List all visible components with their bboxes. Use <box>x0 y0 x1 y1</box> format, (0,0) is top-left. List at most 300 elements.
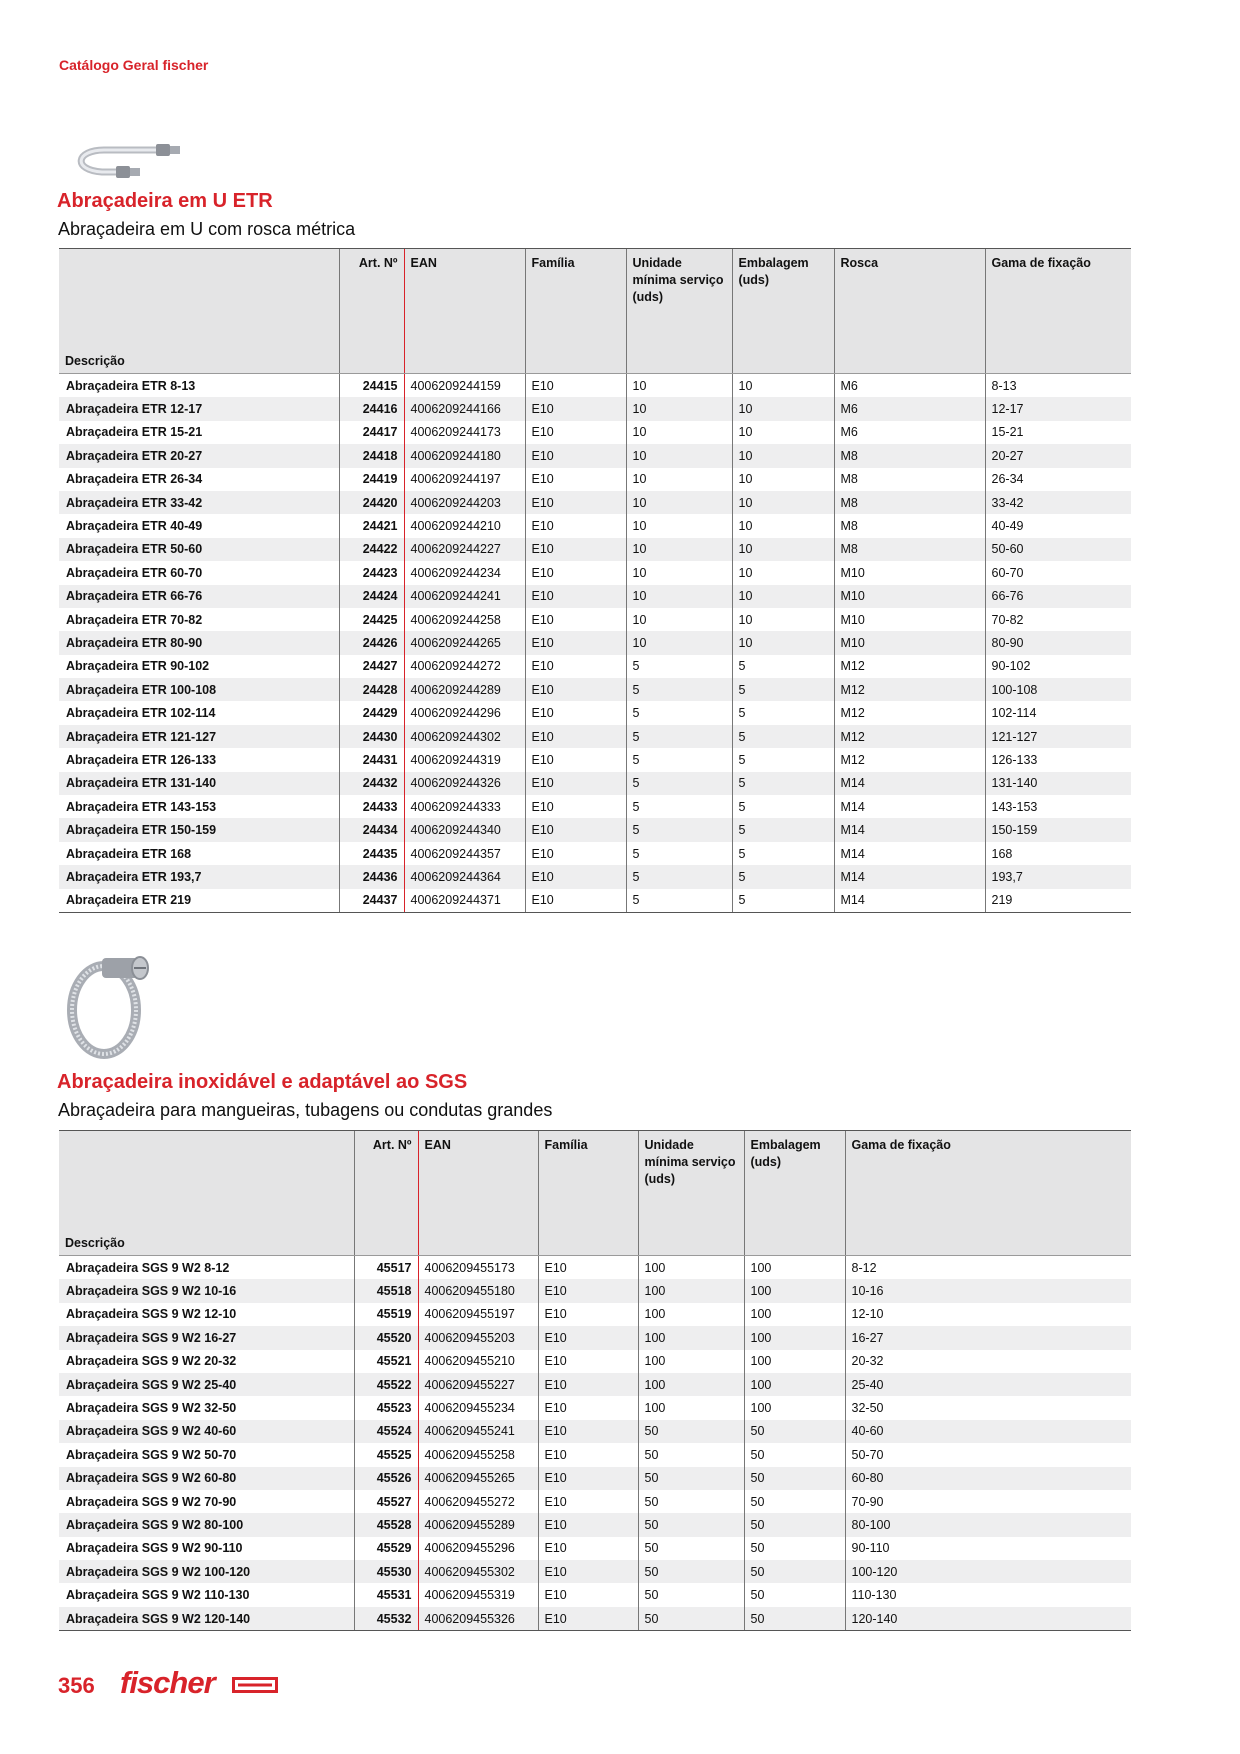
cell-min-unit: 50 <box>638 1607 744 1631</box>
cell-range: 60-70 <box>985 561 1131 584</box>
col-header-family: Família <box>538 1131 638 1256</box>
cell-family: E10 <box>525 585 626 608</box>
table-row <box>59 1490 1131 1513</box>
cell-ean: 4006209455272 <box>418 1490 538 1513</box>
table-row <box>59 748 1131 771</box>
table-row <box>59 1443 1131 1466</box>
cell-description: Abraçadeira SGS 9 W2 40-60 <box>59 1420 354 1443</box>
cell-art: 24431 <box>339 748 404 771</box>
cell-family: E10 <box>525 889 626 913</box>
cell-packaging: 5 <box>732 725 834 748</box>
cell-range: 120-140 <box>845 1607 1131 1631</box>
cell-range: 40-49 <box>985 514 1131 537</box>
table-row <box>59 538 1131 561</box>
cell-art: 24426 <box>339 631 404 654</box>
cell-family: E10 <box>525 701 626 724</box>
cell-description: Abraçadeira ETR 102-114 <box>59 701 339 724</box>
cell-art: 45518 <box>354 1279 418 1302</box>
cell-packaging: 10 <box>732 421 834 444</box>
cell-description: Abraçadeira SGS 9 W2 16-27 <box>59 1326 354 1349</box>
cell-art: 24429 <box>339 701 404 724</box>
cell-range: 10-16 <box>845 1279 1131 1302</box>
col-header-art: Art. Nº <box>339 249 404 374</box>
cell-art: 24435 <box>339 842 404 865</box>
cell-description: Abraçadeira ETR 121-127 <box>59 725 339 748</box>
cell-art: 24421 <box>339 514 404 537</box>
cell-ean: 4006209455265 <box>418 1467 538 1490</box>
cell-packaging: 5 <box>732 842 834 865</box>
cell-description: Abraçadeira SGS 9 W2 80-100 <box>59 1513 354 1536</box>
cell-packaging: 100 <box>744 1396 845 1419</box>
cell-family: E10 <box>525 748 626 771</box>
cell-packaging: 5 <box>732 795 834 818</box>
cell-range: 32-50 <box>845 1396 1131 1419</box>
cell-art: 45520 <box>354 1326 418 1349</box>
cell-ean: 4006209455241 <box>418 1420 538 1443</box>
cell-packaging: 50 <box>744 1490 845 1513</box>
cell-ean: 4006209455197 <box>418 1303 538 1326</box>
cell-thread: M8 <box>834 468 985 491</box>
cell-art: 24419 <box>339 468 404 491</box>
cell-thread: M6 <box>834 374 985 398</box>
table-row <box>59 444 1131 467</box>
col-header-art: Art. Nº <box>354 1131 418 1256</box>
cell-packaging: 5 <box>732 865 834 888</box>
cell-ean: 4006209244371 <box>404 889 525 913</box>
cell-min-unit: 10 <box>626 444 732 467</box>
cell-art: 24423 <box>339 561 404 584</box>
cell-range: 168 <box>985 842 1131 865</box>
cell-ean: 4006209455258 <box>418 1443 538 1466</box>
cell-family: E10 <box>538 1373 638 1396</box>
cell-ean: 4006209244296 <box>404 701 525 724</box>
cell-description: Abraçadeira ETR 80-90 <box>59 631 339 654</box>
cell-min-unit: 10 <box>626 421 732 444</box>
cell-thread: M8 <box>834 491 985 514</box>
table-row <box>59 374 1131 398</box>
cell-description: Abraçadeira ETR 143-153 <box>59 795 339 818</box>
cell-family: E10 <box>538 1420 638 1443</box>
section-subtitle-etr: Abraçadeira em U com rosca métrica <box>58 219 356 239</box>
cell-description: Abraçadeira SGS 9 W2 32-50 <box>59 1396 354 1419</box>
table-row <box>59 1583 1131 1606</box>
fischer-brand-mark-icon <box>232 1677 278 1693</box>
cell-family: E10 <box>525 374 626 398</box>
cell-ean: 4006209244340 <box>404 818 525 841</box>
cell-art: 24425 <box>339 608 404 631</box>
cell-family: E10 <box>525 397 626 420</box>
cell-range: 8-12 <box>845 1256 1131 1280</box>
col-header-min-unit: Unidade mínima serviço (uds) <box>638 1131 744 1256</box>
cell-ean: 4006209455296 <box>418 1537 538 1560</box>
cell-description: Abraçadeira ETR 20-27 <box>59 444 339 467</box>
cell-ean: 4006209244364 <box>404 865 525 888</box>
cell-family: E10 <box>525 655 626 678</box>
cell-min-unit: 5 <box>626 795 732 818</box>
table-row <box>59 1467 1131 1490</box>
cell-ean: 4006209455234 <box>418 1396 538 1419</box>
cell-ean: 4006209455302 <box>418 1560 538 1583</box>
table-row <box>59 585 1131 608</box>
cell-packaging: 10 <box>732 374 834 398</box>
cell-range: 70-90 <box>845 1490 1131 1513</box>
table-row <box>59 1350 1131 1373</box>
cell-description: Abraçadeira ETR 40-49 <box>59 514 339 537</box>
cell-min-unit: 10 <box>626 374 732 398</box>
cell-thread: M14 <box>834 818 985 841</box>
cell-min-unit: 50 <box>638 1560 744 1583</box>
table-row <box>59 631 1131 654</box>
cell-family: E10 <box>525 608 626 631</box>
cell-art: 45524 <box>354 1420 418 1443</box>
cell-family: E10 <box>525 795 626 818</box>
cell-art: 24417 <box>339 421 404 444</box>
product-table-etr <box>59 248 1131 913</box>
cell-art: 24418 <box>339 444 404 467</box>
cell-ean: 4006209244241 <box>404 585 525 608</box>
section-title-etr: Abraçadeira em U ETR <box>57 190 273 212</box>
cell-min-unit: 10 <box>626 397 732 420</box>
cell-packaging: 50 <box>744 1583 845 1606</box>
cell-thread: M12 <box>834 655 985 678</box>
cell-description: Abraçadeira ETR 131-140 <box>59 772 339 795</box>
cell-ean: 4006209244197 <box>404 468 525 491</box>
table-row <box>59 655 1131 678</box>
cell-family: E10 <box>525 421 626 444</box>
table-row <box>59 1607 1131 1631</box>
cell-ean: 4006209244302 <box>404 725 525 748</box>
cell-art: 24415 <box>339 374 404 398</box>
cell-description: Abraçadeira ETR 15-21 <box>59 421 339 444</box>
cell-range: 50-60 <box>985 538 1131 561</box>
table-row <box>59 514 1131 537</box>
cell-art: 45517 <box>354 1256 418 1280</box>
cell-range: 66-76 <box>985 585 1131 608</box>
cell-packaging: 10 <box>732 514 834 537</box>
cell-ean: 4006209455173 <box>418 1256 538 1280</box>
cell-family: E10 <box>525 561 626 584</box>
cell-thread: M14 <box>834 865 985 888</box>
cell-description: Abraçadeira ETR 90-102 <box>59 655 339 678</box>
cell-art: 45522 <box>354 1373 418 1396</box>
cell-min-unit: 50 <box>638 1467 744 1490</box>
cell-description: Abraçadeira SGS 9 W2 120-140 <box>59 1607 354 1631</box>
cell-family: E10 <box>525 678 626 701</box>
cell-thread: M12 <box>834 678 985 701</box>
cell-packaging: 100 <box>744 1373 845 1396</box>
cell-description: Abraçadeira ETR 60-70 <box>59 561 339 584</box>
cell-range: 26-34 <box>985 468 1131 491</box>
cell-art: 24428 <box>339 678 404 701</box>
cell-range: 126-133 <box>985 748 1131 771</box>
col-header-description: Descrição <box>59 1131 354 1256</box>
cell-art: 24416 <box>339 397 404 420</box>
cell-art: 45519 <box>354 1303 418 1326</box>
cell-ean: 4006209244265 <box>404 631 525 654</box>
cell-family: E10 <box>538 1443 638 1466</box>
cell-packaging: 10 <box>732 468 834 491</box>
cell-thread: M8 <box>834 514 985 537</box>
section-subtitle-sgs: Abraçadeira para mangueiras, tubagens ou condutas grandes <box>58 1100 553 1120</box>
cell-thread: M8 <box>834 444 985 467</box>
cell-art: 24430 <box>339 725 404 748</box>
cell-packaging: 5 <box>732 889 834 913</box>
table-row <box>59 1279 1131 1302</box>
product-table-sgs <box>59 1130 1131 1631</box>
cell-family: E10 <box>538 1467 638 1490</box>
cell-art: 45528 <box>354 1513 418 1536</box>
cell-min-unit: 10 <box>626 514 732 537</box>
cell-description: Abraçadeira ETR 168 <box>59 842 339 865</box>
cell-art: 24434 <box>339 818 404 841</box>
table-row <box>59 1513 1131 1536</box>
cell-art: 24420 <box>339 491 404 514</box>
cell-min-unit: 50 <box>638 1443 744 1466</box>
cell-art: 24422 <box>339 538 404 561</box>
cell-thread: M12 <box>834 725 985 748</box>
cell-family: E10 <box>525 865 626 888</box>
table-row <box>59 1396 1131 1419</box>
cell-thread: M6 <box>834 421 985 444</box>
cell-ean: 4006209455203 <box>418 1326 538 1349</box>
section-title-sgs: Abraçadeira inoxidável e adaptável ao SGS <box>57 1071 468 1093</box>
cell-range: 110-130 <box>845 1583 1131 1606</box>
fischer-logo: fischer <box>120 1665 215 1700</box>
cell-description: Abraçadeira SGS 9 W2 100-120 <box>59 1560 354 1583</box>
cell-description: Abraçadeira SGS 9 W2 70-90 <box>59 1490 354 1513</box>
col-header-min-unit: Unidade mínima serviço (uds) <box>626 249 732 374</box>
cell-art: 45532 <box>354 1607 418 1631</box>
cell-family: E10 <box>525 444 626 467</box>
cell-packaging: 10 <box>732 585 834 608</box>
cell-description: Abraçadeira SGS 9 W2 20-32 <box>59 1350 354 1373</box>
table-row <box>59 1420 1131 1443</box>
cell-art: 24436 <box>339 865 404 888</box>
cell-thread: M14 <box>834 795 985 818</box>
cell-art: 24424 <box>339 585 404 608</box>
cell-ean: 4006209244333 <box>404 795 525 818</box>
cell-thread: M12 <box>834 701 985 724</box>
cell-range: 131-140 <box>985 772 1131 795</box>
cell-min-unit: 5 <box>626 655 732 678</box>
cell-range: 60-80 <box>845 1467 1131 1490</box>
cell-min-unit: 5 <box>626 725 732 748</box>
cell-ean: 4006209455210 <box>418 1350 538 1373</box>
cell-family: E10 <box>525 818 626 841</box>
cell-range: 100-108 <box>985 678 1131 701</box>
cell-min-unit: 5 <box>626 889 732 913</box>
cell-packaging: 10 <box>732 561 834 584</box>
cell-min-unit: 10 <box>626 585 732 608</box>
cell-range: 100-120 <box>845 1560 1131 1583</box>
cell-ean: 4006209244166 <box>404 397 525 420</box>
cell-range: 33-42 <box>985 491 1131 514</box>
cell-art: 24433 <box>339 795 404 818</box>
cell-family: E10 <box>538 1513 638 1536</box>
cell-packaging: 50 <box>744 1513 845 1536</box>
hose-clamp-icon <box>64 948 154 1060</box>
cell-range: 40-60 <box>845 1420 1131 1443</box>
cell-packaging: 100 <box>744 1326 845 1349</box>
table-row <box>59 865 1131 888</box>
cell-range: 150-159 <box>985 818 1131 841</box>
cell-range: 70-82 <box>985 608 1131 631</box>
cell-packaging: 5 <box>732 772 834 795</box>
cell-family: E10 <box>525 842 626 865</box>
cell-ean: 4006209244289 <box>404 678 525 701</box>
u-bolt-clamp-icon <box>64 120 184 180</box>
cell-thread: M6 <box>834 397 985 420</box>
cell-range: 15-21 <box>985 421 1131 444</box>
cell-ean: 4006209455180 <box>418 1279 538 1302</box>
cell-min-unit: 5 <box>626 842 732 865</box>
cell-ean: 4006209244173 <box>404 421 525 444</box>
cell-min-unit: 10 <box>626 608 732 631</box>
cell-packaging: 100 <box>744 1256 845 1280</box>
cell-description: Abraçadeira ETR 50-60 <box>59 538 339 561</box>
cell-family: E10 <box>538 1303 638 1326</box>
table-row <box>59 795 1131 818</box>
cell-min-unit: 5 <box>626 818 732 841</box>
table-row <box>59 1256 1131 1280</box>
cell-description: Abraçadeira SGS 9 W2 25-40 <box>59 1373 354 1396</box>
cell-packaging: 50 <box>744 1420 845 1443</box>
cell-ean: 4006209455289 <box>418 1513 538 1536</box>
cell-min-unit: 50 <box>638 1583 744 1606</box>
cell-min-unit: 5 <box>626 772 732 795</box>
cell-ean: 4006209244357 <box>404 842 525 865</box>
table-row <box>59 421 1131 444</box>
cell-range: 80-90 <box>985 631 1131 654</box>
table-row <box>59 725 1131 748</box>
cell-packaging: 10 <box>732 444 834 467</box>
cell-thread: M8 <box>834 538 985 561</box>
table-row <box>59 889 1131 913</box>
cell-min-unit: 100 <box>638 1303 744 1326</box>
cell-thread: M12 <box>834 748 985 771</box>
cell-range: 20-27 <box>985 444 1131 467</box>
cell-min-unit: 5 <box>626 678 732 701</box>
cell-ean: 4006209244180 <box>404 444 525 467</box>
cell-packaging: 50 <box>744 1467 845 1490</box>
cell-min-unit: 10 <box>626 468 732 491</box>
cell-art: 45526 <box>354 1467 418 1490</box>
table-row <box>59 1560 1131 1583</box>
cell-packaging: 50 <box>744 1607 845 1631</box>
cell-packaging: 10 <box>732 631 834 654</box>
cell-art: 45523 <box>354 1396 418 1419</box>
cell-min-unit: 5 <box>626 865 732 888</box>
cell-description: Abraçadeira ETR 8-13 <box>59 374 339 398</box>
col-header-description: Descrição <box>59 249 339 374</box>
cell-min-unit: 100 <box>638 1350 744 1373</box>
cell-description: Abraçadeira ETR 66-76 <box>59 585 339 608</box>
cell-family: E10 <box>538 1326 638 1349</box>
cell-ean: 4006209244326 <box>404 772 525 795</box>
cell-ean: 4006209244159 <box>404 374 525 398</box>
cell-art: 45527 <box>354 1490 418 1513</box>
cell-family: E10 <box>538 1256 638 1280</box>
cell-ean: 4006209455319 <box>418 1583 538 1606</box>
cell-min-unit: 10 <box>626 631 732 654</box>
cell-family: E10 <box>538 1350 638 1373</box>
cell-packaging: 5 <box>732 701 834 724</box>
cell-packaging: 5 <box>732 748 834 771</box>
cell-range: 80-100 <box>845 1513 1131 1536</box>
cell-description: Abraçadeira ETR 219 <box>59 889 339 913</box>
cell-description: Abraçadeira SGS 9 W2 8-12 <box>59 1256 354 1280</box>
cell-family: E10 <box>525 772 626 795</box>
cell-min-unit: 10 <box>626 538 732 561</box>
cell-range: 50-70 <box>845 1443 1131 1466</box>
cell-packaging: 50 <box>744 1560 845 1583</box>
cell-range: 25-40 <box>845 1373 1131 1396</box>
table-row <box>59 701 1131 724</box>
page-number: 356 <box>58 1673 95 1698</box>
cell-range: 193,7 <box>985 865 1131 888</box>
cell-family: E10 <box>538 1490 638 1513</box>
cell-description: Abraçadeira SGS 9 W2 60-80 <box>59 1467 354 1490</box>
cell-art: 45529 <box>354 1537 418 1560</box>
table-row <box>59 608 1131 631</box>
cell-description: Abraçadeira ETR 193,7 <box>59 865 339 888</box>
table-row <box>59 1373 1131 1396</box>
cell-thread: M10 <box>834 561 985 584</box>
cell-min-unit: 100 <box>638 1373 744 1396</box>
table-row <box>59 678 1131 701</box>
cell-description: Abraçadeira ETR 26-34 <box>59 468 339 491</box>
cell-ean: 4006209455227 <box>418 1373 538 1396</box>
col-header-range: Gama de fixação <box>845 1131 1131 1256</box>
table-row <box>59 1326 1131 1349</box>
cell-min-unit: 50 <box>638 1537 744 1560</box>
col-header-ean: EAN <box>418 1131 538 1256</box>
cell-packaging: 100 <box>744 1350 845 1373</box>
cell-description: Abraçadeira ETR 100-108 <box>59 678 339 701</box>
table-row <box>59 397 1131 420</box>
cell-family: E10 <box>525 725 626 748</box>
cell-description: Abraçadeira SGS 9 W2 90-110 <box>59 1537 354 1560</box>
table-row <box>59 491 1131 514</box>
cell-description: Abraçadeira SGS 9 W2 110-130 <box>59 1583 354 1606</box>
table-row <box>59 1537 1131 1560</box>
cell-min-unit: 50 <box>638 1513 744 1536</box>
cell-range: 143-153 <box>985 795 1131 818</box>
cell-ean: 4006209244319 <box>404 748 525 771</box>
cell-art: 24437 <box>339 889 404 913</box>
cell-min-unit: 5 <box>626 701 732 724</box>
cell-min-unit: 100 <box>638 1256 744 1280</box>
cell-thread: M14 <box>834 889 985 913</box>
cell-thread: M14 <box>834 772 985 795</box>
cell-min-unit: 100 <box>638 1396 744 1419</box>
cell-packaging: 50 <box>744 1537 845 1560</box>
cell-family: E10 <box>525 491 626 514</box>
cell-packaging: 10 <box>732 608 834 631</box>
cell-min-unit: 5 <box>626 748 732 771</box>
cell-family: E10 <box>538 1607 638 1631</box>
cell-family: E10 <box>538 1583 638 1606</box>
cell-thread: M10 <box>834 631 985 654</box>
cell-range: 90-110 <box>845 1537 1131 1560</box>
cell-range: 121-127 <box>985 725 1131 748</box>
cell-range: 8-13 <box>985 374 1131 398</box>
cell-description: Abraçadeira ETR 70-82 <box>59 608 339 631</box>
col-header-thread: Rosca <box>834 249 985 374</box>
cell-min-unit: 100 <box>638 1279 744 1302</box>
cell-family: E10 <box>525 514 626 537</box>
col-header-ean: EAN <box>404 249 525 374</box>
